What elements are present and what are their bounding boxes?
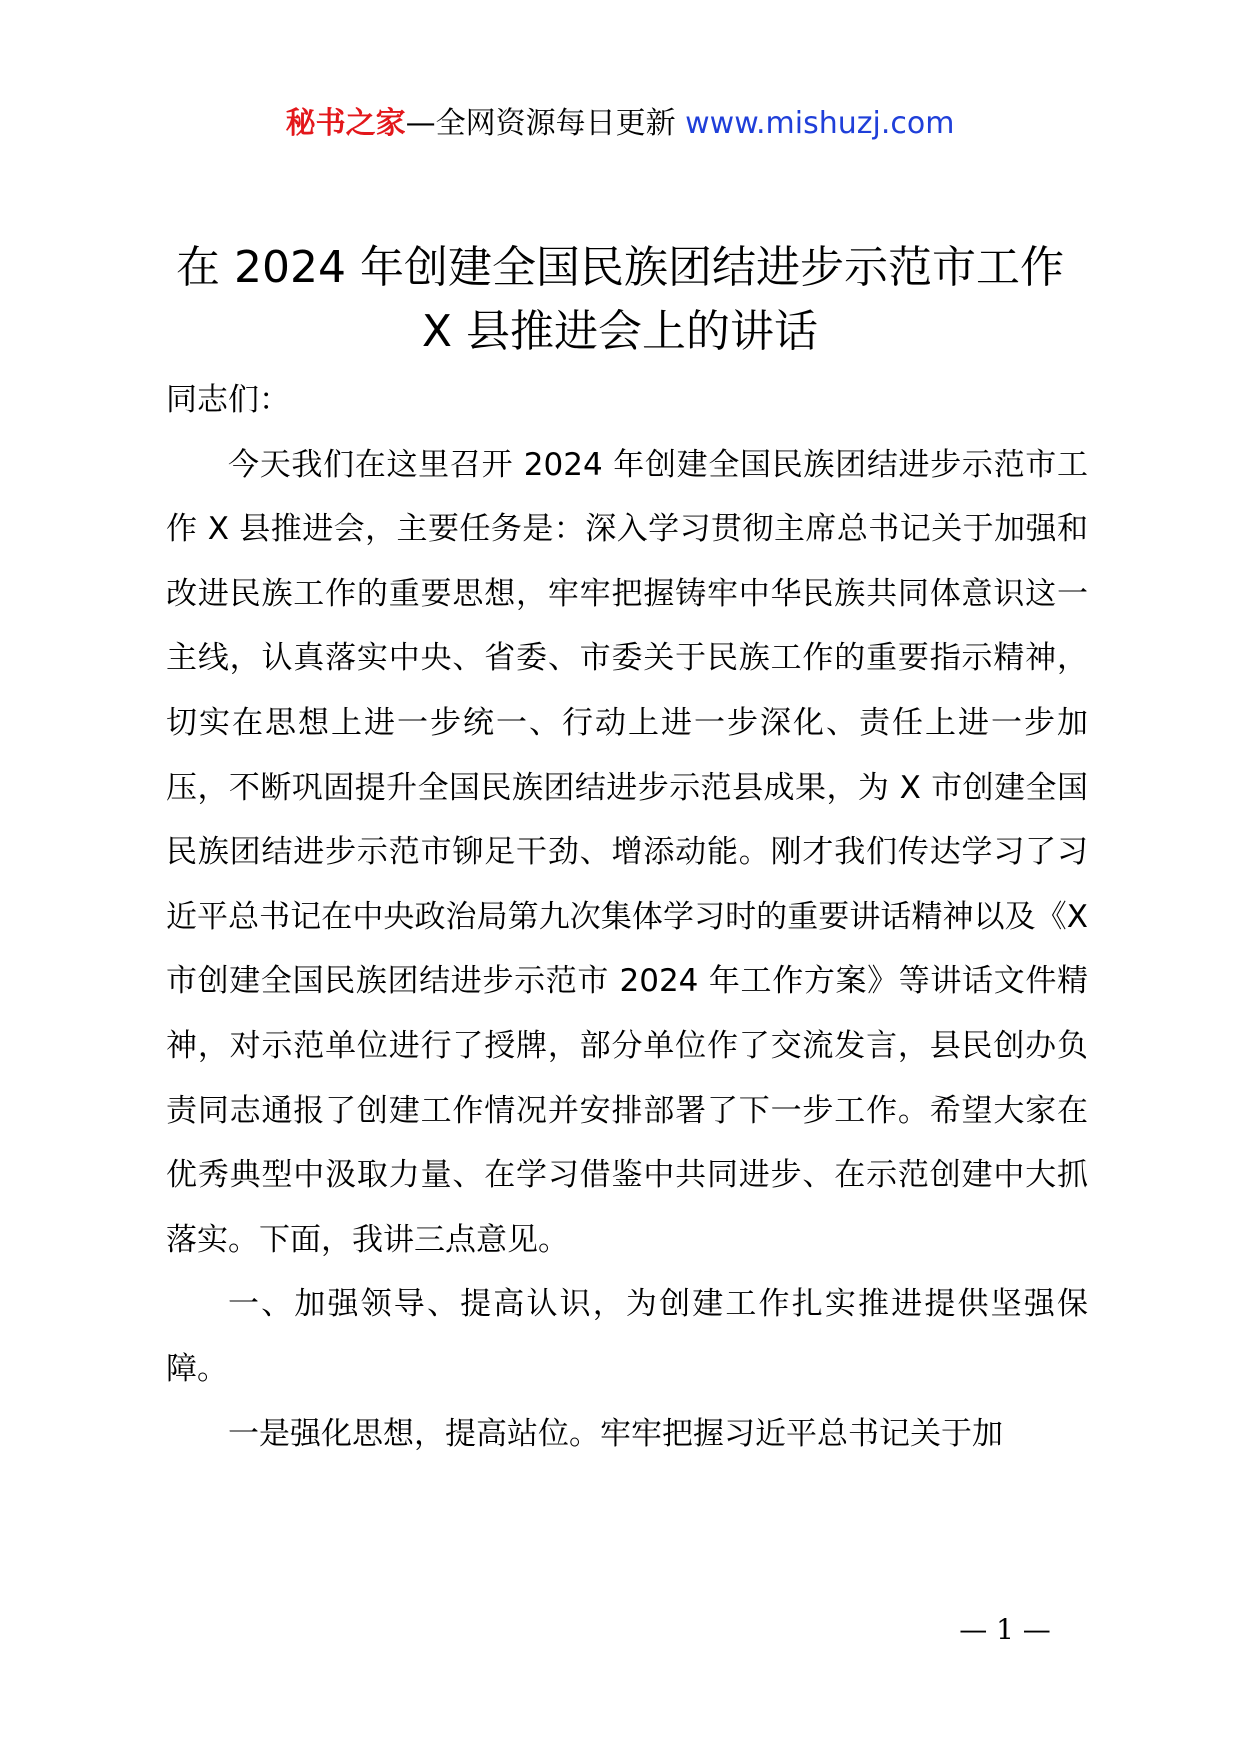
document-body: [166, 368, 1088, 1466]
brand-name: 秘书之家: [285, 106, 406, 141]
document-title: [140, 236, 1100, 364]
title-line-2: X 县推进会上的讲话: [421, 306, 819, 357]
paragraph-1: 今天我们在这里召开 2024 年创建全国民族团结进步示范市工作 X 县推进会，主要任务是：深入学习贯彻主席总书记关于加强和改进民族工作的重要思想，牢牢把握铸牢中华民族共同体意识这一主线，认真落实中央、省委、市委关于民族工作的重要指示精神，切实在思想上进一步统一、行动上进一步深化、责任上进一步加压，不断巩固提升全国民族团结进步示范县成果，为 X 市创建全国民族团结进步示范市铆足干劲、增添动能。刚才我们传达学习了习近平总书记在中央政治局第九次集体学习时的重要讲话精神以及《X 市创建全国民族团结进步示范市 2024 年工作方案》等讲话文件精神，对示范单位进行了授牌，部分单位作了交流发言，县民创办负责同志通报了创建工作情况并安排部署了下一步工作。希望大家在优秀典型中汲取力量、在学习借鉴中共同进步、在示范创建中大抓落实。下面，我讲三点意见。: [166, 446, 1088, 1258]
banner-slogan: —全网资源每日更新: [405, 106, 676, 141]
site-url-link[interactable]: www.mishuzj.com: [685, 106, 955, 141]
salutation: 同志们：: [166, 382, 290, 418]
paragraph-2: 一是强化思想，提高站位。牢牢把握习近平总书记关于加: [228, 1415, 1003, 1452]
page-number: — 1 —: [959, 1613, 1051, 1646]
section-1-heading: 一、加强领导、提高认识，为创建工作扎实推进提供坚强保障。: [166, 1286, 1088, 1387]
site-banner: [0, 102, 1240, 146]
title-line-1: 在 2024 年创建全国民族团结进步示范市工作: [176, 242, 1064, 293]
